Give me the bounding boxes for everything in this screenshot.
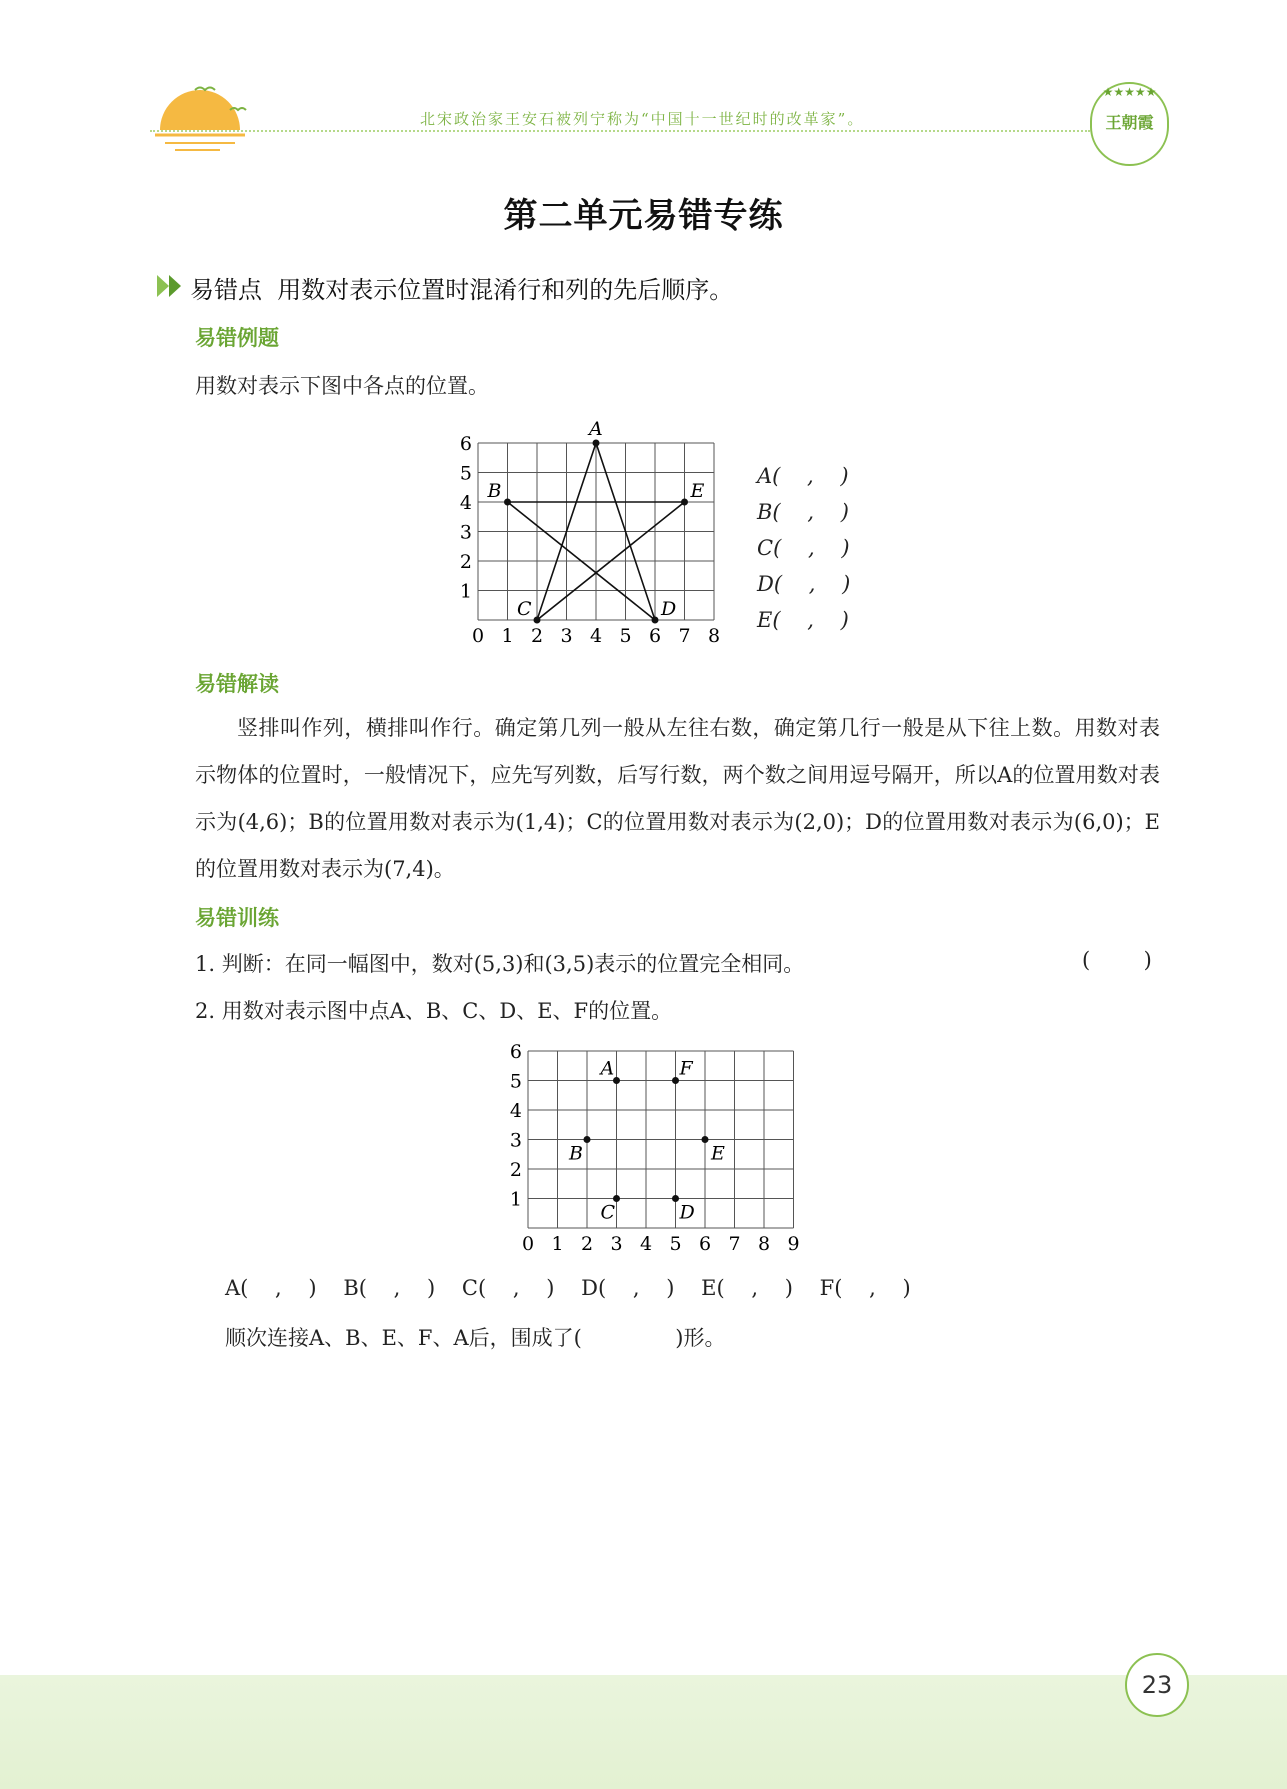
point-label-c: C	[517, 598, 532, 620]
y-tick-label: 2	[459, 551, 472, 573]
y-tick-label: 4	[509, 1100, 522, 1122]
y-tick-label: 3	[509, 1129, 522, 1152]
point-label-e: E	[711, 1142, 725, 1165]
points-grid-figure	[505, 1041, 805, 1260]
x-tick-label: 6	[648, 625, 662, 647]
point-label-a: A	[600, 1057, 615, 1080]
header-divider	[150, 130, 1090, 132]
x-tick-label: 6	[698, 1233, 712, 1255]
example-question: 用数对表示下图中各点的位置。	[195, 374, 489, 398]
header-sun-decoration	[150, 80, 260, 155]
error-point-heading	[190, 270, 733, 305]
x-tick-label: 8	[707, 625, 721, 647]
example-label: 易错例题	[195, 326, 279, 350]
answer-b: B( , )	[757, 500, 849, 524]
y-tick-label: 3	[459, 521, 472, 544]
example-answer-list	[757, 458, 850, 638]
x-tick-label: 3	[610, 1233, 623, 1255]
point-f	[672, 1077, 679, 1084]
explanation-label: 易错解读	[195, 672, 279, 696]
double-arrow-icon	[157, 273, 185, 299]
point-label-d: D	[661, 598, 677, 620]
x-tick-label: 1	[501, 625, 514, 647]
point-d	[672, 1195, 679, 1202]
x-tick-label: 5	[619, 625, 632, 647]
x-tick-label: 1	[551, 1233, 564, 1255]
answer-c: C( , )	[757, 536, 850, 560]
answer-d: D( , )	[757, 572, 851, 596]
point-e	[702, 1136, 709, 1143]
training-connect-question: 顺次连接A、B、E、F、A后，围成了( )形。	[225, 1326, 726, 1350]
x-tick-label: 2	[530, 625, 544, 647]
y-tick-label: 5	[509, 1070, 522, 1093]
y-tick-label: 1	[459, 580, 472, 603]
answer-a: A( , )	[757, 464, 849, 488]
training-label: 易错训练	[195, 906, 279, 930]
x-tick-label: 2	[580, 1233, 594, 1255]
x-tick-label: 7	[728, 1233, 741, 1255]
point-label-b: B	[569, 1142, 583, 1165]
training-question-1: 1. 判断：在同一幅图中，数对(5,3)和(3,5)表示的位置完全相同。	[195, 952, 805, 976]
error-point-label: 易错点	[190, 276, 262, 304]
training-question-2: 2. 用数对表示图中点A、B、C、D、E、F的位置。	[195, 999, 673, 1023]
explanation-text: 竖排叫作列，横排叫作行。确定第几列一般从左往右数，确定第几行一般是从下往上数。用数对表示物体的位置时，一般情况下，应先写列数，后写行数，两个数之间用逗号隔开，所以A的位置用数对表示为(4,6)；B的位置用数对表示为(1,4)；C的位置用数对表示为(2,0)；D的位置用数对表示为(6,0)；E的位置用数对表示为(7,4)。	[195, 716, 1160, 881]
header-quote: 北宋政治家王安石被列宁称为“中国十一世纪时的改革家”。	[420, 110, 865, 128]
y-tick-label: 6	[459, 433, 472, 455]
x-tick-label: 9	[787, 1233, 800, 1255]
page-title: 第二单元易错专练	[503, 196, 784, 236]
footer-background	[0, 1675, 1287, 1789]
x-tick-label: 4	[589, 625, 603, 647]
y-tick-label: 1	[509, 1188, 522, 1211]
x-tick-label: 5	[669, 1233, 682, 1255]
y-tick-label: 6	[509, 1041, 522, 1063]
x-tick-label: 4	[639, 1233, 653, 1255]
logo-text: 王朝霞	[1105, 113, 1154, 132]
point-label-b: B	[487, 480, 502, 502]
page-number: 23	[1125, 1653, 1189, 1717]
judgement-answer-bracket[interactable]: ( )	[1082, 948, 1152, 972]
star-grid-figure	[448, 415, 721, 655]
x-tick-label: 7	[678, 625, 691, 647]
x-tick-label: 8	[757, 1233, 771, 1255]
y-tick-label: 5	[459, 462, 472, 485]
x-tick-label: 0	[521, 1233, 535, 1255]
y-tick-label: 4	[459, 492, 472, 514]
logo-stars-icon: ★★★★★	[1102, 85, 1157, 99]
point-label-e: E	[690, 480, 705, 502]
answer-e: E( , )	[757, 608, 849, 632]
training-answer-row: A( , ) B( , ) C( , ) D( , ) E( , ) F( , )	[225, 1276, 911, 1300]
point-label-a: A	[589, 418, 603, 440]
error-point-text: 用数对表示位置时混淆行和列的先后顺序。	[277, 276, 734, 304]
logo-badge	[1090, 82, 1169, 166]
point-b	[584, 1136, 591, 1143]
point-label-d: D	[679, 1201, 695, 1224]
y-tick-label: 2	[509, 1159, 522, 1181]
point-label-f: F	[679, 1057, 693, 1080]
x-tick-label: 0	[471, 625, 485, 647]
x-tick-label: 3	[560, 625, 573, 647]
point-label-c: C	[600, 1201, 616, 1224]
